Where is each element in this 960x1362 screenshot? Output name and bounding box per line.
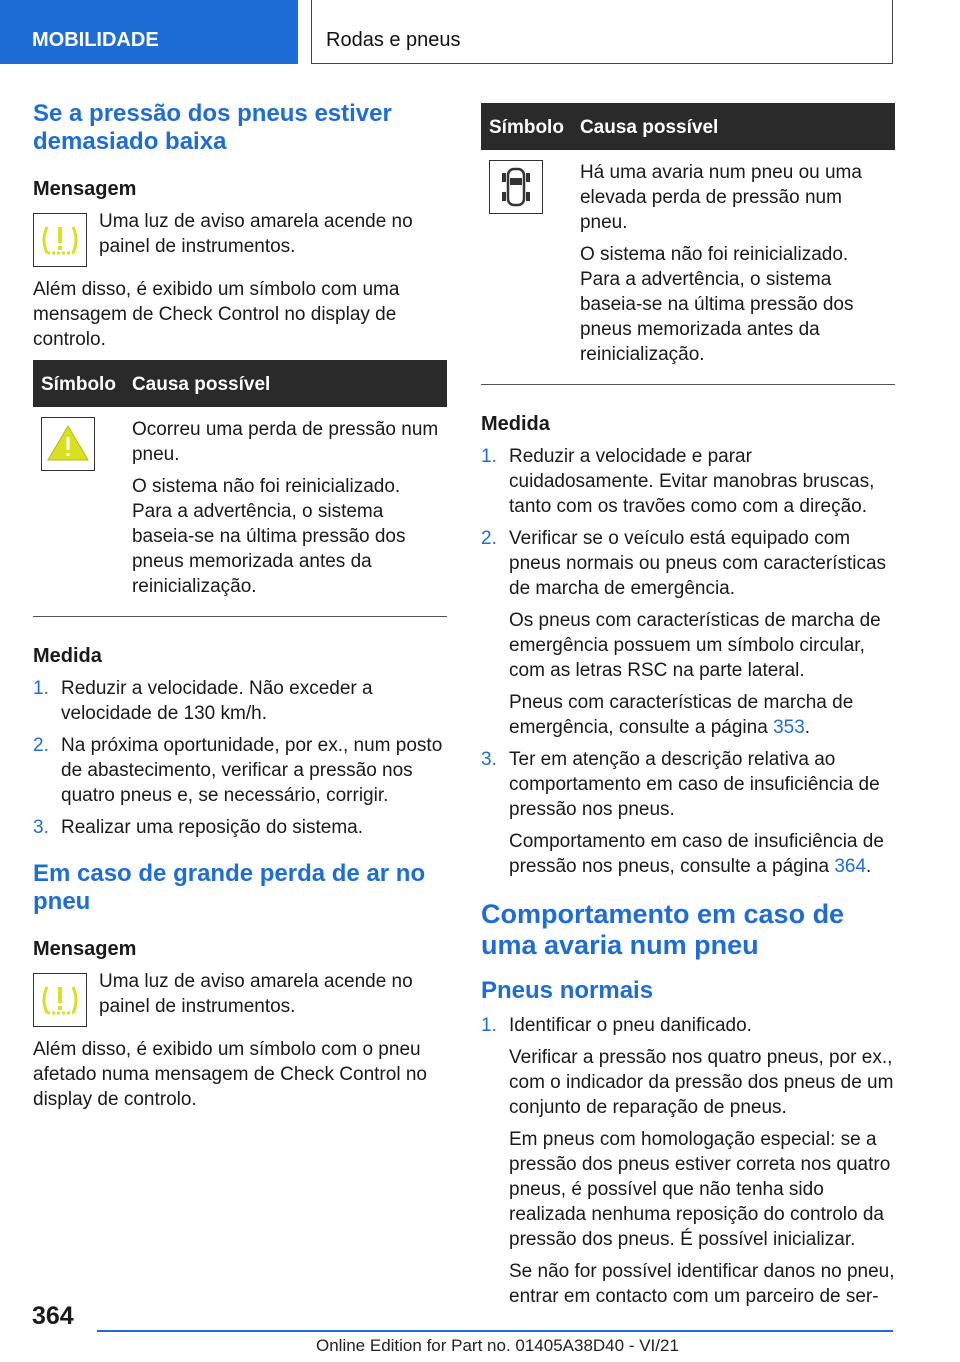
additional-info: Além disso, é exibido um símbolo com uma mensagem de Check Control no display de controlo. [33,279,400,350]
list-item: 1. Reduzir a velocidade. Não exceder a velocidade de 130 km/h. [33,678,373,724]
message-row [33,969,447,1027]
section-heading-low-pressure: Se a pressão dos pneus estiver demasiado baixa [33,100,392,155]
list-item: 2. Verificar se o veículo está equipado com pneus normais ou pneus com características de marcha de emergência. Os pneus com características de marcha de emergência possuem um símbolo circular, com as letras RSC na parte lateral. Pneus com características de marcha de emergência, consulte a página 353. [481,528,887,738]
measure-label: Medida [481,413,550,435]
warning-triangle-icon [41,417,95,471]
section-tab [0,0,298,64]
tire-pressure-warning-icon [33,213,87,267]
additional-info: Além disso, é exibido um símbolo com o pneu afetado numa mensagem de Check Control no display de controlo. [33,1039,427,1110]
symbol-table [481,103,895,385]
steps-list [481,1013,895,1309]
edition-note: Online Edition for Part no. 01405A38D40 - VI/21 [316,1336,679,1355]
chapter-title: Rodas e pneus [326,29,461,51]
cause-text: Há uma avaria num pneu ou uma elevada perda de pressão num pneu. [579,162,862,233]
symbol-column-header: Símbolo [481,103,572,150]
message-text: Uma luz de aviso amarela acende no painel de instrumentos. [99,971,413,1017]
page-link-364[interactable]: 364 [834,856,867,877]
tire-pressure-warning-icon [33,973,87,1027]
list-item: 3. Ter em atenção a descrição relativa ao comportamento em caso de insuficiência de pressão nos pneus. Comportamento em caso de insuficiência de pressão nos pneus, consulte a página 364. [481,749,884,877]
message-label: Mensagem [33,178,137,200]
message-text: Uma luz de aviso amarela acende no painel de instrumentos. [99,211,413,257]
measure-label: Medida [33,645,102,667]
page-link-353[interactable]: 353 [773,717,805,738]
page-number: 364 [32,1302,74,1330]
section-title: MOBILIDADE [32,29,159,51]
measure-list [33,676,447,840]
list-item: 1. Reduzir a velocidade e parar cuidadosamente. Evitar manobras bruscas, tanto com os travões como com a direção. [481,446,875,517]
left-column [33,100,447,1120]
footer-divider [97,1330,893,1332]
cause-column-header: Causa possível [572,103,895,150]
cause-text: Ocorreu uma perda de pressão num pneu. [131,419,439,465]
right-column [481,103,895,1329]
message-row [33,209,447,267]
table-row [481,150,895,385]
car-tire-damage-icon [489,160,543,214]
list-item: 1. Identificar o pneu danificado. Verificar a pressão nos quatro pneus, por ex., com o indicador da pressão dos pneus de um conjunto de reparação de pneus. Em pneus com homologação especial: se a pressão dos pneus estiver correta nos quatro pneus, é possível que não tenha sido realizada nenhuma reposição do controlo da pressão dos pneus. É possível inicializar. Se não for possível identificar danos no pneu, entrar em contacto com um parceiro de ser- [481,1015,895,1307]
list-item: 3. Realizar uma reposição do sistema. [33,817,364,838]
section-heading-tire-failure: Comportamento em caso de uma avaria num pneu [481,899,845,960]
section-heading-large-loss: Em caso de grande perda de ar no pneu [33,860,426,915]
cause-text: O sistema não foi reinicializado. Para a advertência, o sistema baseia-se na última pressão dos pneus memorizada antes da reinicialização. [131,476,406,597]
table-row [33,407,447,617]
cause-text: O sistema não foi reinicializado. Para a advertência, o sistema baseia-se na última pressão dos pneus memorizada antes da reinicialização. [579,244,854,365]
message-label: Mensagem [33,938,137,960]
measure-list [481,444,895,879]
symbol-column-header: Símbolo [33,360,124,407]
chapter-tab [311,0,893,64]
list-item: 2. Na próxima oportunidade, por ex., num posto de abastecimento, verificar a pressão nos quatro pneus e, se necessário, corrigir. [33,735,443,806]
cause-column-header: Causa possível [124,360,447,407]
symbol-table [33,360,447,617]
subheading-normal-tires: Pneus normais [481,977,654,1004]
